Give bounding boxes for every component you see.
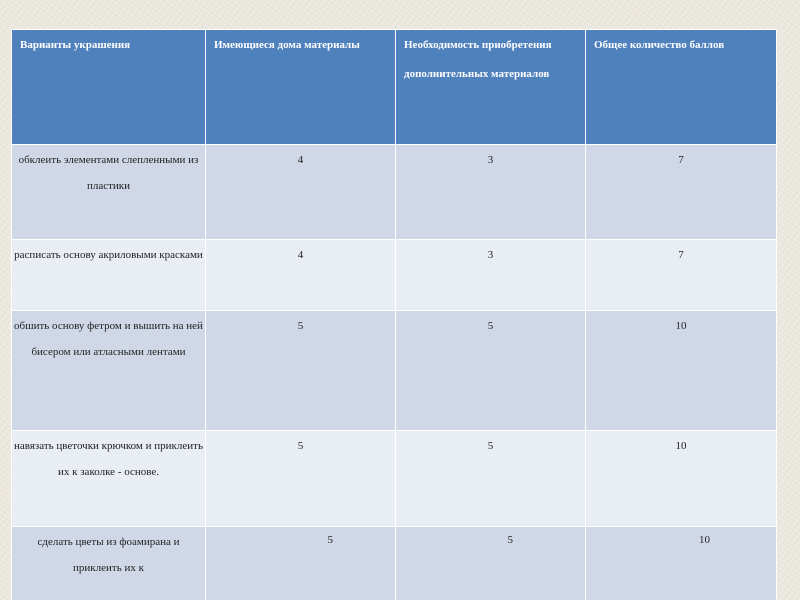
- header-total-points: Общее количество баллов: [586, 30, 777, 145]
- table-row: [12, 431, 777, 527]
- extra-materials-score: 3: [396, 145, 586, 240]
- decoration-option-cell: расписать основу акриловыми красками: [12, 240, 206, 311]
- decoration-option-cell: навязать цветочки крючком и приклеить их к заколке - основе.: [12, 431, 206, 527]
- table-row: [12, 240, 777, 311]
- home-materials-score: 5: [206, 527, 396, 600]
- total-points-score: 7: [586, 240, 777, 311]
- table-header-row: [12, 30, 777, 145]
- header-decoration-options: Варианты украшения: [12, 30, 206, 145]
- extra-materials-score: 5: [396, 431, 586, 527]
- extra-materials-score: 3: [396, 240, 586, 311]
- home-materials-score: 4: [206, 240, 396, 311]
- decoration-option-cell: сделать цветы из фоамирана и приклеить их к: [12, 527, 206, 600]
- home-materials-score: 5: [206, 431, 396, 527]
- table-row: [12, 311, 777, 431]
- header-extra-materials-needed: Необходимость приобретения дополнительных материалов: [396, 30, 586, 145]
- decoration-option-cell: обшить основу фетром и вышить на ней бисером или атласными лентами: [12, 311, 206, 431]
- total-points-score: 10: [586, 527, 777, 600]
- extra-materials-score: 5: [396, 311, 586, 431]
- decoration-option-cell: обклеить элементами слепленными из пластики: [12, 145, 206, 240]
- total-points-score: 7: [586, 145, 777, 240]
- total-points-score: 10: [586, 311, 777, 431]
- table-row: [12, 145, 777, 240]
- home-materials-score: 5: [206, 311, 396, 431]
- total-points-score: 10: [586, 431, 777, 527]
- home-materials-score: 4: [206, 145, 396, 240]
- decoration-options-table: [11, 29, 777, 600]
- extra-materials-score: 5: [396, 527, 586, 600]
- header-home-materials: Имеющиеся дома материалы: [206, 30, 396, 145]
- table-row: [12, 527, 777, 600]
